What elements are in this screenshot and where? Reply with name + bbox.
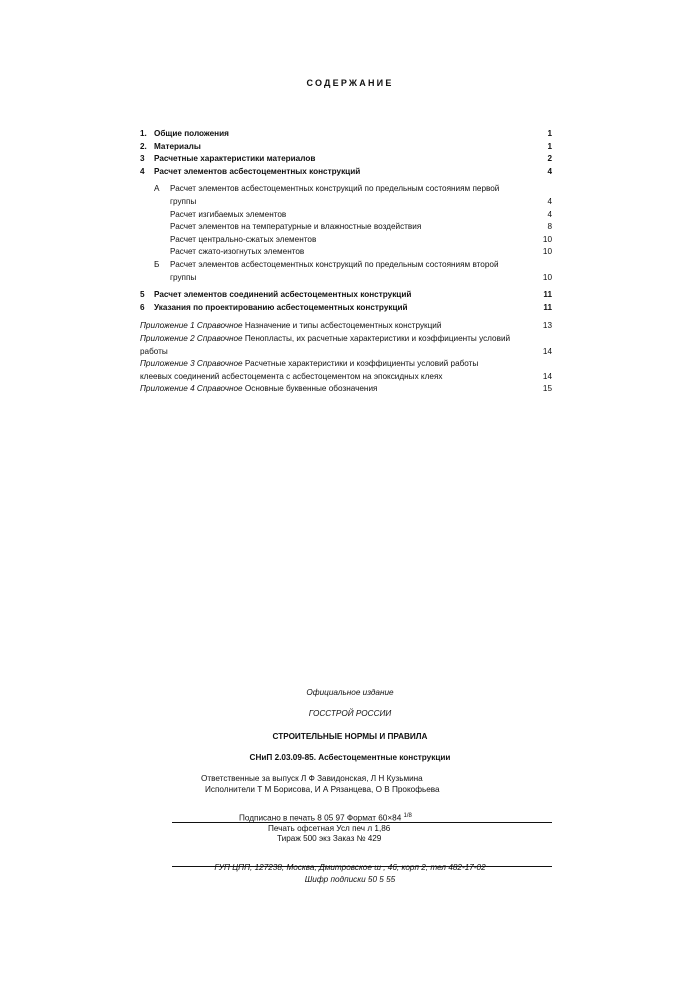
toc-subitem-page: 8 xyxy=(547,222,552,232)
toc-item-page: 1 xyxy=(547,141,552,151)
toc-subitem-text: Расчет изгибаемых элементов xyxy=(170,209,287,219)
toc-item-2 xyxy=(140,141,552,154)
toc-subsection-letter: А xyxy=(154,184,160,194)
toc-subitem-page: 10 xyxy=(542,234,552,244)
toc-subsection-text: Расчет элементов асбестоцементных конструкций по предельным состояниям второй группы xyxy=(170,259,499,282)
toc-subsection-b xyxy=(140,259,552,284)
toc-appendix-4 xyxy=(140,383,552,396)
appendix-label: Приложение 1 Справочное xyxy=(140,321,243,331)
table-of-contents xyxy=(140,128,552,396)
toc-item-6 xyxy=(140,302,552,315)
signed-to-print: Подписано в печать 8 05 97 Формат 60×84 $^{1/8}$ xyxy=(239,813,412,823)
appendix-page: 14 xyxy=(542,371,552,381)
toc-appendix-3 xyxy=(140,358,552,383)
responsible-persons: Ответственные за выпуск Л Ф Завидонская, Л Н Кузьмина xyxy=(201,774,423,783)
toc-item-number: 1. xyxy=(140,129,147,138)
toc-subsection-page: 4 xyxy=(547,196,552,206)
toc-item-page: 11 xyxy=(543,290,552,300)
toc-item-text: Общие положения xyxy=(154,129,229,138)
print-info: Печать офсетная Усл печ л 1,86 xyxy=(268,823,391,833)
divider-bottom xyxy=(172,866,552,867)
appendix-page: 15 xyxy=(542,384,552,394)
appendix-text: Основные буквенные обозначения xyxy=(244,384,378,394)
appendix-text: Назначение и типы асбестоцементных конструкций xyxy=(244,321,442,331)
toc-subitem-page: 10 xyxy=(542,247,552,257)
series-title: СТРОИТЕЛЬНЫЕ НОРМЫ И ПРАВИЛА xyxy=(272,732,428,741)
address: ГУП ЦПП, 127238, Москва, Дмитровское ш , 46, корп 2, тел 482-17-02 xyxy=(214,862,486,872)
toc-item-page: 11 xyxy=(543,302,552,312)
toc-item-1 xyxy=(140,128,552,141)
appendix-label: Приложение 4 Справочное xyxy=(140,384,243,394)
appendix-text: Расчетные характеристики и коэффициенты условий работы клеевых соединений асбестоцемента с асбестоцементом на эпоксидных клеях xyxy=(140,359,479,381)
toc-subitem xyxy=(140,209,552,222)
toc-appendix-1 xyxy=(140,320,552,333)
appendix-label: Приложение 3 Справочное xyxy=(140,359,243,369)
official-edition: Официальное издание xyxy=(306,688,394,697)
toc-item-number: 5 xyxy=(140,290,145,300)
toc-subitem-text: Расчет центрально-сжатых элементов xyxy=(170,234,317,244)
toc-item-page: 1 xyxy=(547,129,552,138)
toc-subitem xyxy=(140,246,552,259)
toc-item-number: 3 xyxy=(140,154,145,164)
toc-item-text: Расчетные характеристики материалов xyxy=(154,154,316,164)
document-title: СНиП 2.03.09-85. Асбестоцементные конструкции xyxy=(249,753,451,762)
toc-subsection-page: 10 xyxy=(542,272,552,282)
toc-item-page: 2 xyxy=(547,154,552,164)
page-title: СОДЕРЖАНИЕ xyxy=(306,78,394,88)
toc-item-text: Материалы xyxy=(154,141,201,151)
toc-item-text: Расчет элементов асбестоцементных конструкций xyxy=(154,166,361,176)
toc-subitem-text: Расчет сжато-изогнутых элементов xyxy=(170,247,305,257)
toc-item-text: Указания по проектированию асбестоцементных конструкций xyxy=(154,302,408,312)
toc-item-number: 2. xyxy=(140,141,147,151)
toc-subitem-text: Расчет элементов на температурные и влажностные воздействия xyxy=(170,222,422,232)
divider-top xyxy=(172,822,552,823)
toc-subitem-page: 4 xyxy=(547,209,552,219)
toc-subsection-letter: Б xyxy=(154,259,160,269)
subscription-cipher: Шифр подписки 50 5 55 xyxy=(304,874,396,884)
toc-subitem xyxy=(140,221,552,234)
toc-subsection-a xyxy=(140,183,552,208)
format-fraction: 1/8 xyxy=(403,813,412,819)
toc-item-number: 6 xyxy=(140,302,145,312)
toc-item-3 xyxy=(140,153,552,166)
performers: Исполнители Т М Борисова, И А Рязанцева, О В Прокофьева xyxy=(205,785,440,794)
circulation-info: Тираж 500 экз Заказ № 429 xyxy=(277,833,382,843)
appendix-text: Пенопласты, их расчетные характеристики и коэффициенты условий работы xyxy=(140,333,511,356)
appendix-label: Приложение 2 Справочное xyxy=(140,333,243,343)
toc-item-text: Расчет элементов соединений асбестоцементных конструкций xyxy=(154,290,412,300)
toc-item-number: 4 xyxy=(140,166,145,176)
publisher: ГОССТРОЙ РОССИИ xyxy=(308,709,392,718)
toc-item-5 xyxy=(140,289,552,302)
appendix-page: 13 xyxy=(542,321,552,331)
toc-item-4 xyxy=(140,166,552,179)
toc-subitem xyxy=(140,234,552,247)
imprint-block xyxy=(0,688,700,884)
toc-subsection-text: Расчет элементов асбестоцементных конструкций по предельным состояниям первой группы xyxy=(170,184,500,206)
appendix-page: 14 xyxy=(542,346,552,356)
toc-item-page: 4 xyxy=(547,166,552,176)
toc-appendix-2 xyxy=(140,333,552,358)
